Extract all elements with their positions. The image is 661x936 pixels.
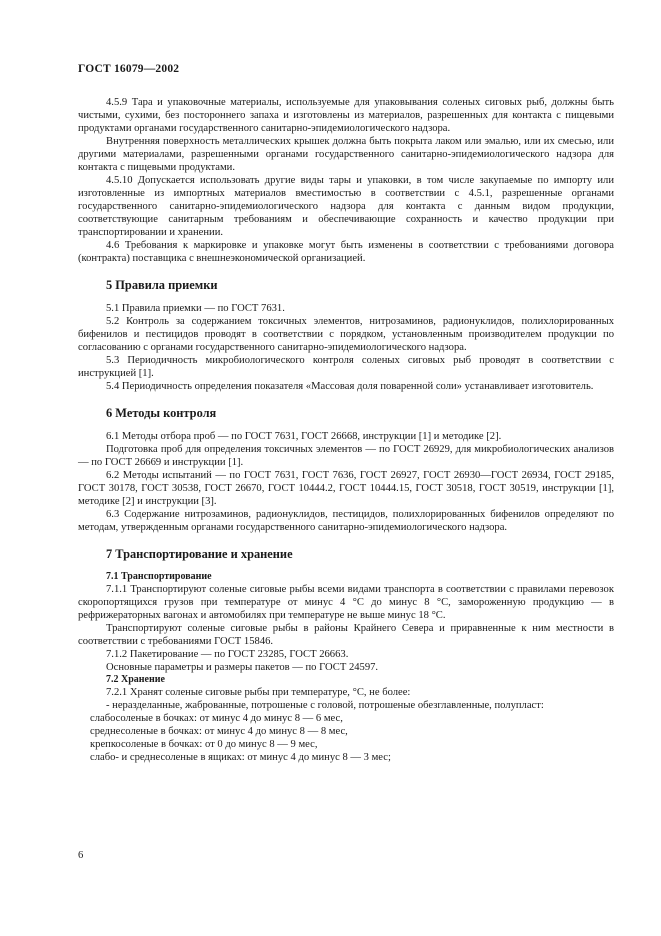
document-header: ГОСТ 16079—2002 — [78, 63, 180, 75]
paragraph: 5.1 Правила приемки — по ГОСТ 7631. — [106, 303, 285, 314]
section-heading-5: 5 Правила приемки — [106, 278, 218, 292]
section-heading-7: 7 Транспортирование и хранение — [106, 547, 293, 561]
paragraph: 4.5.9 Тара и упаковочные материалы, используемые для упаковывания соленых сиговых рыб, должны быть чистыми, сухими, без постороннего запаха и изготовлены из материалов, разрешенных для контакта с пищевыми продуктами органами государственного санитарно-эпидемиологического надзора. — [78, 97, 614, 134]
list-item: крепкосоленые в бочках: от 0 до минус 8 — 9 мес, — [90, 739, 318, 750]
paragraph: 7.1.1 Транспортируют соленые сиговые рыбы всеми видами транспорта в соответствии с правилами перевозок скоропортящихся грузов при температуре от минус 4 °С до минус 8 °С, замороженную продукцию — в рефрижераторных вагонах и автомобилях при температуре не выше минус 18 °С. — [78, 584, 614, 621]
paragraph: 6.1 Методы отбора проб — по ГОСТ 7631, ГОСТ 26668, инструкции [1] и методике [2]. — [106, 431, 502, 442]
paragraph: Основные параметры и размеры пакетов — по ГОСТ 24597. — [106, 662, 379, 673]
list-item: среднесоленые в бочках: от минус 4 до минус 8 — 8 мес, — [90, 726, 348, 737]
subsection-heading-7-2: 7.2 Хранение — [106, 674, 165, 685]
paragraph: 6.3 Содержание нитрозаминов, радионуклидов, пестицидов, полихлорированных бифенилов определяют по методам, утвержденным органами государственного санитарно-эпидемиологического надзора. — [78, 509, 614, 533]
paragraph: 7.1.2 Пакетирование — по ГОСТ 23285, ГОСТ 26663. — [106, 649, 349, 660]
page-number: 6 — [78, 850, 84, 861]
paragraph: 5.2 Контроль за содержанием токсичных элементов, нитрозаминов, радионуклидов, полихлорированных бифенилов и пестицидов проводят в соответствии с порядком, установленным производителем продукции по согласованию с органами государственного санитарно-эпидемиологического надзора. — [78, 316, 614, 353]
storage-list — [78, 712, 614, 764]
paragraph: 5.4 Периодичность определения показателя «Массовая доля поваренной соли» устанавливает изготовитель. — [106, 381, 594, 392]
list-item: слабо- и среднесоленые в ящиках: от минус 4 до минус 8 — 3 мес; — [90, 752, 391, 763]
paragraph: 4.6 Требования к маркировке и упаковке могут быть изменены в соответствии с требованиями договора (контракта) поставщика с внешнеэкономической организацией. — [78, 240, 614, 264]
paragraph: Транспортируют соленые сиговые рыбы в районы Крайнего Севера и приравненные к ним местности в соответствии с требованиями ГОСТ 15846. — [78, 623, 614, 647]
list-item: слабосоленые в бочках: от минус 4 до минус 8 — 6 мес, — [90, 713, 343, 724]
paragraph: Внутренняя поверхность металлических крышек должна быть покрыта лаком или эмалью, или их смесью, или другими материалами, разрешенными органами государственного санитарно-эпидемиологического надзора для контакта с пищевыми продуктами. — [78, 136, 614, 173]
paragraph: 5.3 Периодичность микробиологического контроля соленых сиговых рыб проводят в соответствии с инструкцией [1]. — [78, 355, 614, 379]
page-content — [78, 96, 614, 764]
paragraph: 7.2.1 Хранят соленые сиговые рыбы при температуре, °С, не более: — [106, 687, 411, 698]
paragraph: 4.5.10 Допускается использовать другие виды тары и упаковки, в том числе закупаемые по импорту или изготовленные из импортных материалов вместимостью в соответствии с 4.5.1, разрешенные органами государственного санитарно-эпидемиологического надзора для контакта с данным видом продукции, соответствующие санитарным требованиям и обеспечивающие сохранность и качество продукции при транспортировании и хранении. — [78, 175, 614, 238]
paragraph: Подготовка проб для определения токсичных элементов — по ГОСТ 26929, для микробиологических анализов — по ГОСТ 26669 и инструкции [1]. — [78, 444, 614, 468]
subsection-heading-7-1: 7.1 Транспортирование — [106, 571, 212, 582]
list-intro: - неразделанные, жаброванные, потрошеные с головой, потрошеные обезглавленные, полупласт: — [106, 700, 544, 711]
section-heading-6: 6 Методы контроля — [106, 406, 217, 420]
paragraph: 6.2 Методы испытаний — по ГОСТ 7631, ГОСТ 7636, ГОСТ 26927, ГОСТ 26930—ГОСТ 26934, ГОСТ 29185, ГОСТ 30178, ГОСТ 30538, ГОСТ 26670, ГОСТ 10444.2, ГОСТ 10444.15, ГОСТ 30518, ГОСТ 30519, инструкции [1], методике [2] и инструкции [3]. — [78, 470, 614, 507]
